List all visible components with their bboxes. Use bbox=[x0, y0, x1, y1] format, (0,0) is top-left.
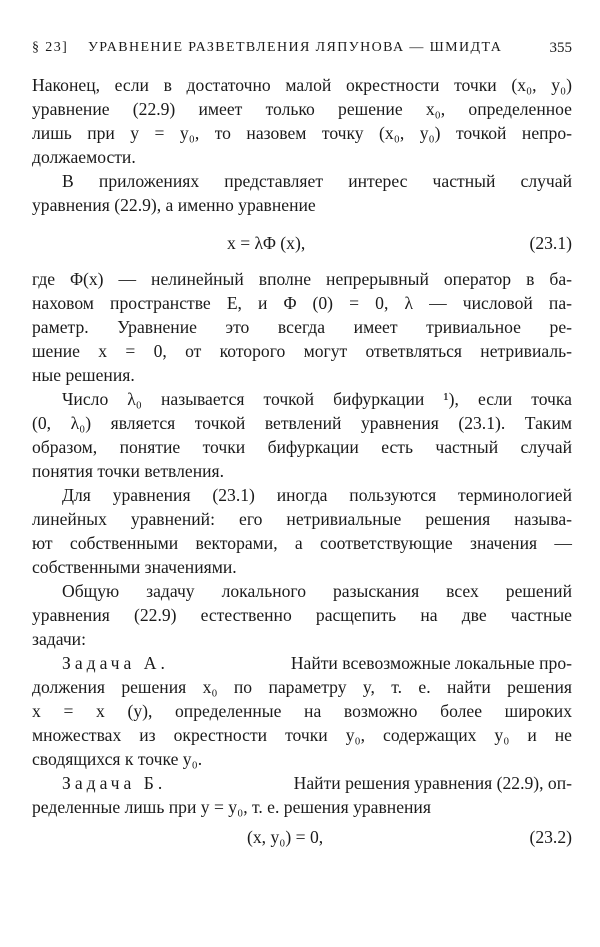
text-line: Для уравнения (23.1) иногда пользуются терминологией bbox=[62, 485, 572, 505]
header-title: УРАВНЕНИЕ РАЗВЕТВЛЕНИЯ ЛЯПУНОВА — ШМИДТА bbox=[88, 40, 503, 55]
equation-formula: (x, y₀) = 0, bbox=[247, 827, 324, 847]
text-line: должаемости. bbox=[32, 147, 136, 167]
text-line: понятия точки ветвления. bbox=[32, 461, 225, 481]
equation-formula: x = λΦ (x), bbox=[227, 233, 306, 253]
text-line: наховом пространстве E, и Φ (0) = 0, λ — числовой па- bbox=[32, 293, 572, 313]
running-header bbox=[32, 40, 572, 60]
text-line: множествах из окрестности точки y₀, содержащих y₀ и не bbox=[32, 725, 572, 745]
problem-a-text: Найти всевозможные локальные про- bbox=[290, 653, 572, 673]
page-number: 355 bbox=[549, 40, 572, 56]
text-line: уравнения (22.9) естественно расщепить на две частные bbox=[32, 605, 572, 625]
text-line: В приложениях представляет интерес частный случай bbox=[62, 171, 572, 191]
problem-b-text: Найти решения уравнения (22.9), оп- bbox=[293, 773, 572, 793]
equation-label: (23.2) bbox=[529, 827, 572, 847]
text-line: Наконец, если в достаточно малой окрестности точки (x₀, y₀) bbox=[32, 75, 572, 95]
problem-a-line bbox=[62, 652, 572, 674]
equation-label: (23.1) bbox=[529, 233, 572, 253]
text-line: раметр. Уравнение это всегда имеет тривиальное ре- bbox=[32, 317, 572, 337]
problem-a-heading: Задача А. bbox=[62, 653, 169, 673]
text-line: x = x (y), определенные на возможно более широких bbox=[32, 701, 572, 721]
text-line: где Φ(x) — нелинейный вполне непрерывный оператор в ба- bbox=[32, 269, 572, 289]
text-line: ределенные лишь при y = y₀, т. е. решения уравнения bbox=[32, 797, 431, 817]
text-line: шение x = 0, от которого могут ответвляться нетривиаль- bbox=[32, 341, 572, 361]
text-line: уравнение (22.9) имеет только решение x₀, определенное bbox=[32, 99, 572, 119]
text-line: образом, понятие точки бифуркации есть частный случай bbox=[32, 437, 572, 457]
text-line: должения решения x₀ по параметру y, т. е. найти решения bbox=[32, 677, 572, 697]
equation-23-2 bbox=[32, 826, 572, 848]
text-line: лишь при y = y₀, то назовем точку (x₀, y₀) точкой непро- bbox=[32, 123, 572, 143]
text-line: собственными значениями. bbox=[32, 557, 237, 577]
text-line: уравнения (22.9), а именно уравнение bbox=[32, 195, 316, 215]
text-line: (0, λ₀) является точкой ветвлений уравнения (23.1). Таким bbox=[32, 413, 572, 433]
text-line: задачи: bbox=[32, 629, 86, 649]
header-section: § 23] bbox=[32, 40, 69, 55]
equation-23-1 bbox=[32, 232, 572, 254]
problem-b-line bbox=[62, 772, 572, 794]
text-line: Общую задачу локального разыскания всех решений bbox=[62, 581, 572, 601]
text-line: ные решения. bbox=[32, 365, 135, 385]
text-line: линейных уравнений: его нетривиальные решения называ- bbox=[32, 509, 572, 529]
text-line: Число λ₀ называется точкой бифуркации ¹), если точка bbox=[62, 389, 572, 409]
text-line: сводящихся к точке y₀. bbox=[32, 749, 203, 769]
problem-b-heading: Задача Б. bbox=[62, 773, 167, 793]
text-line: ют собственными векторами, а соответствующие значения — bbox=[32, 533, 572, 553]
